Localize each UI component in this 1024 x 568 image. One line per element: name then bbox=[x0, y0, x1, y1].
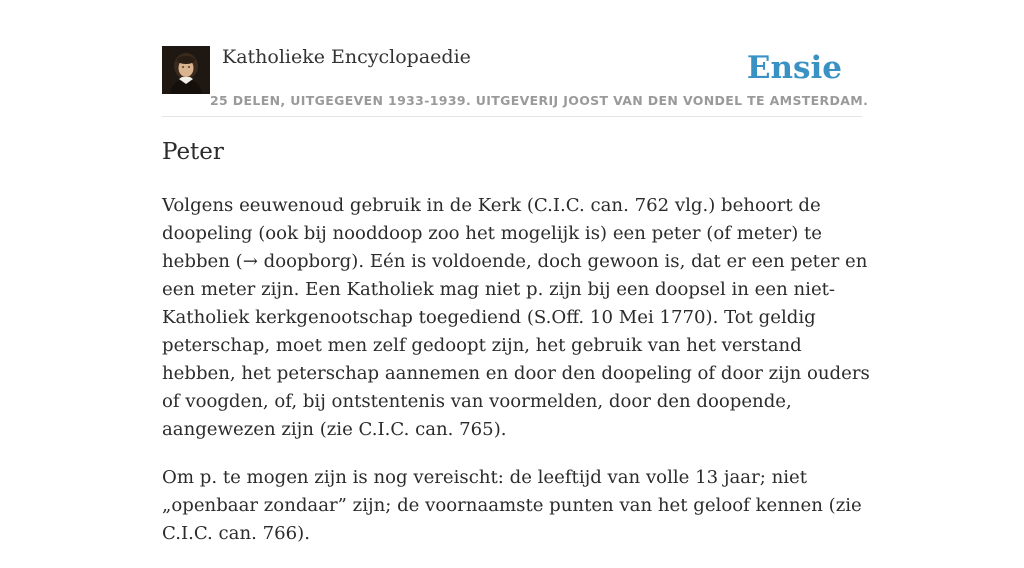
brand-logo-link[interactable]: Ensie bbox=[746, 50, 842, 86]
book-header bbox=[162, 40, 869, 117]
entry-paragraph: Volgens eeuwenoud gebruik in de Kerk (C.I.C. can. 762 vlg.) behoort de doopeling (ook bij nooddoop zoo het mogelijk is) een peter (of meter) te hebben (→ doopborg). Eén is voldoende, doch gewoon is, dat er een peter en een meter zijn. Een Katholiek mag niet p. zijn bij een doopsel in een niet-Katholiek kerkgenootschap toegediend (S.Off. 10 Mei 1770). Tot geldig peterschap, moet men zelf gedoopt zijn, het gebruik van het verstand hebben, het peterschap aannemen en door den doopeling of door zijn ouders of voogden, of, bij ontstentenis van voormelden, door den doopende, aangewezen zijn (zie C.I.C. can. 765). bbox=[162, 195, 870, 440]
portrait-icon[interactable] bbox=[162, 46, 210, 94]
entry-paragraph: Om p. te mogen zijn is nog vereischt: de leeftijd van volle 13 jaar; niet „openbaar zondaar” zijn; de voornaamste punten van het geloof kennen (zie C.I.C. can. 766). bbox=[162, 467, 862, 544]
book-title[interactable]: Katholieke Encyclopaedie bbox=[222, 46, 471, 68]
entry-title: Peter bbox=[162, 139, 224, 165]
entry-body bbox=[162, 192, 874, 568]
book-subtitle: 25 DELEN, UITGEGEVEN 1933-1939. UITGEVERIJ JOOST VAN DEN VONDEL TE AMSTERDAM. bbox=[210, 93, 869, 108]
